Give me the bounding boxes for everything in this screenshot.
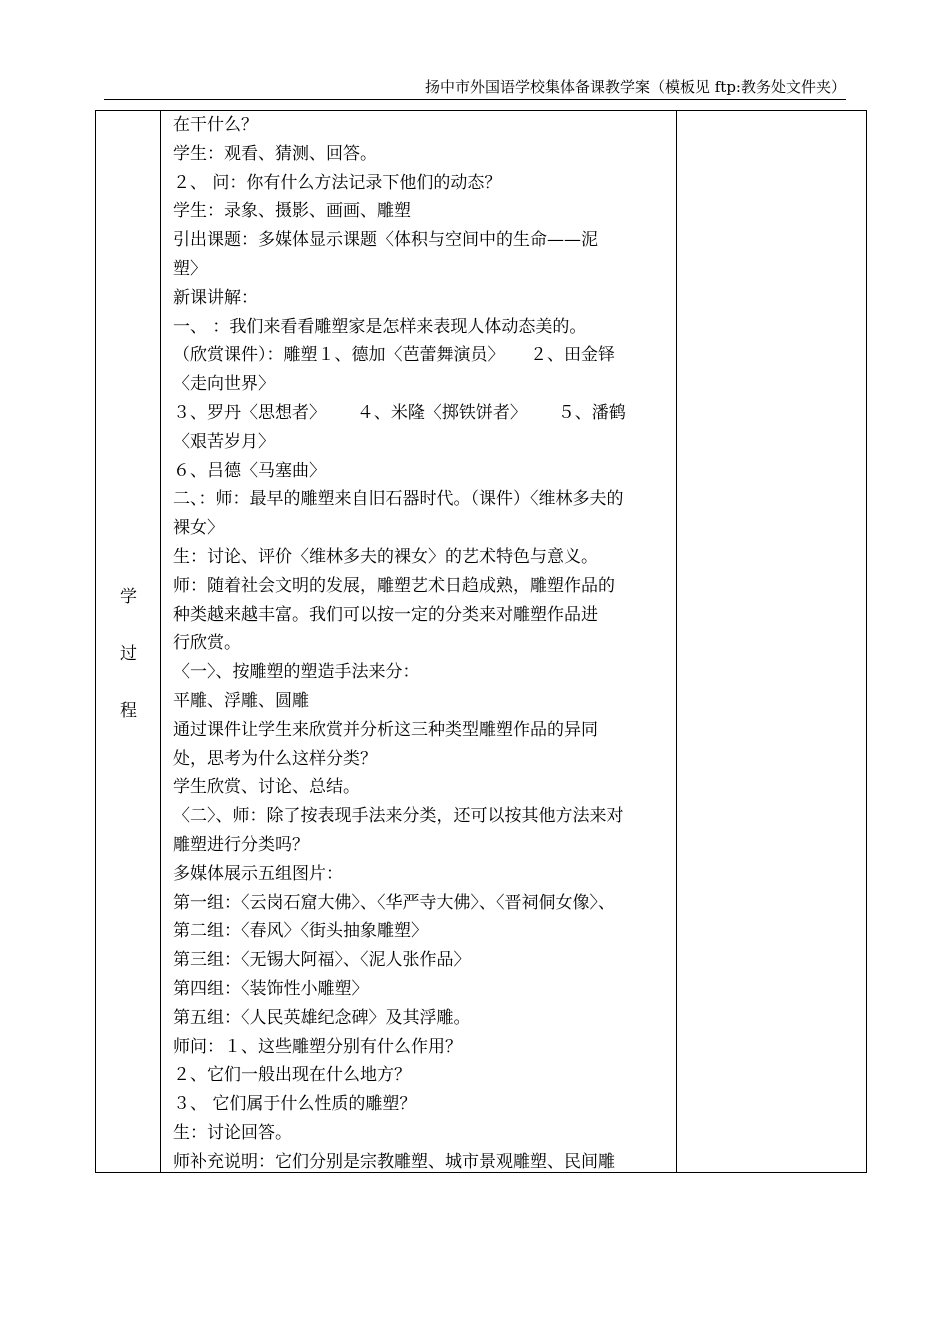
page-header: 扬中市外国语学校集体备课教学案（模板见 ftp:教务处文件夹） <box>424 78 846 96</box>
content-line: （欣赏课件）：雕塑１、德加〈芭蕾舞演员〉 ２、田金铎 <box>173 345 615 366</box>
content-line: 第五组：〈人民英雄纪念碑〉及其浮雕。 <box>173 1007 471 1028</box>
content-line: 一、 ：我们来看看雕塑家是怎样来表现人体动态美的。 <box>173 316 587 337</box>
notes-column <box>676 111 866 1172</box>
content-line: 行欣赏。 <box>173 633 241 654</box>
section-label-char: 程 <box>120 701 137 721</box>
content-line: ２、它们一般出现在什么地方？ <box>173 1065 411 1086</box>
content-line: ２、 问：你有什么方法记录下他们的动态？ <box>173 172 502 193</box>
lesson-table <box>95 110 867 1173</box>
content-line: 学生：观看、猜测、回答。 <box>173 143 377 164</box>
content-line: 〈二〉、师：除了按表现手法来分类，还可以按其他方法来对 <box>173 806 624 827</box>
content-line: 师补充说明：它们分别是宗教雕塑、城市景观雕塑、民间雕 <box>173 1151 615 1172</box>
content-line: 师问：１、这些雕塑分别有什么作用？ <box>173 1036 462 1057</box>
content-line: 通过课件让学生来欣赏并分析这三种类型雕塑作品的异同 <box>173 719 598 740</box>
content-line: 师：随着社会文明的发展，雕塑艺术日趋成熟，雕塑作品的 <box>173 575 615 596</box>
content-line: 第三组：〈无锡大阿福〉、〈泥人张作品〉 <box>173 950 471 971</box>
content-line: 种类越来越丰富。我们可以按一定的分类来对雕塑作品进 <box>173 604 598 625</box>
content-line: 〈艰苦岁月〉 <box>173 431 275 452</box>
content-line: 学生：录象、摄影、画画、雕塑 <box>173 201 411 222</box>
content-line: ６、吕德〈马塞曲〉 <box>173 460 326 481</box>
content-line: 二、：师：最早的雕塑来自旧石器时代。（课件）〈维林多夫的 <box>173 489 624 510</box>
section-label <box>96 569 161 740</box>
content-line: 处，思考为什么这样分类？ <box>173 748 377 769</box>
content-line: 生：讨论、评价〈维林多夫的裸女〉的艺术特色与意义。 <box>173 546 598 567</box>
content-line: 第四组：〈装饰性小雕塑〉 <box>173 978 369 999</box>
content-line: ３、 它们属于什么性质的雕塑？ <box>173 1094 417 1115</box>
lesson-content <box>173 111 669 1176</box>
section-label-char: 过 <box>120 644 137 664</box>
content-line: 生：讨论回答。 <box>173 1122 292 1143</box>
content-line: 第二组：〈春风〉〈街头抽象雕塑〉 <box>173 921 428 942</box>
content-line: 〈走向世界〉 <box>173 374 275 395</box>
content-line: 学生欣赏、讨论、总结。 <box>173 777 360 798</box>
content-line: 〈一〉、按雕塑的塑造手法来分： <box>173 662 420 683</box>
header-rule <box>104 99 846 100</box>
content-line: 裸女〉 <box>173 518 224 539</box>
content-line: 平雕、浮雕、圆雕 <box>173 690 309 711</box>
content-line: 雕塑进行分类吗？ <box>173 834 309 855</box>
content-line: 第一组：〈云岗石窟大佛〉、〈华严寺大佛〉、〈晋祠侗女像〉、 <box>173 892 615 913</box>
content-line: 塑〉 <box>173 258 207 279</box>
content-line: 引出课题：多媒体显示课题〈体积与空间中的生命——泥 <box>173 230 598 251</box>
section-label-column <box>96 111 161 1172</box>
content-line: 在干什么？ <box>173 115 258 135</box>
content-line: 新课讲解： <box>173 287 258 308</box>
content-line: 多媒体展示五组图片： <box>173 863 343 884</box>
content-line: ３、罗丹〈思想者〉 ４、米隆〈掷铁饼者〉 ５、潘鹤 <box>173 402 626 423</box>
section-label-char: 学 <box>120 587 137 607</box>
